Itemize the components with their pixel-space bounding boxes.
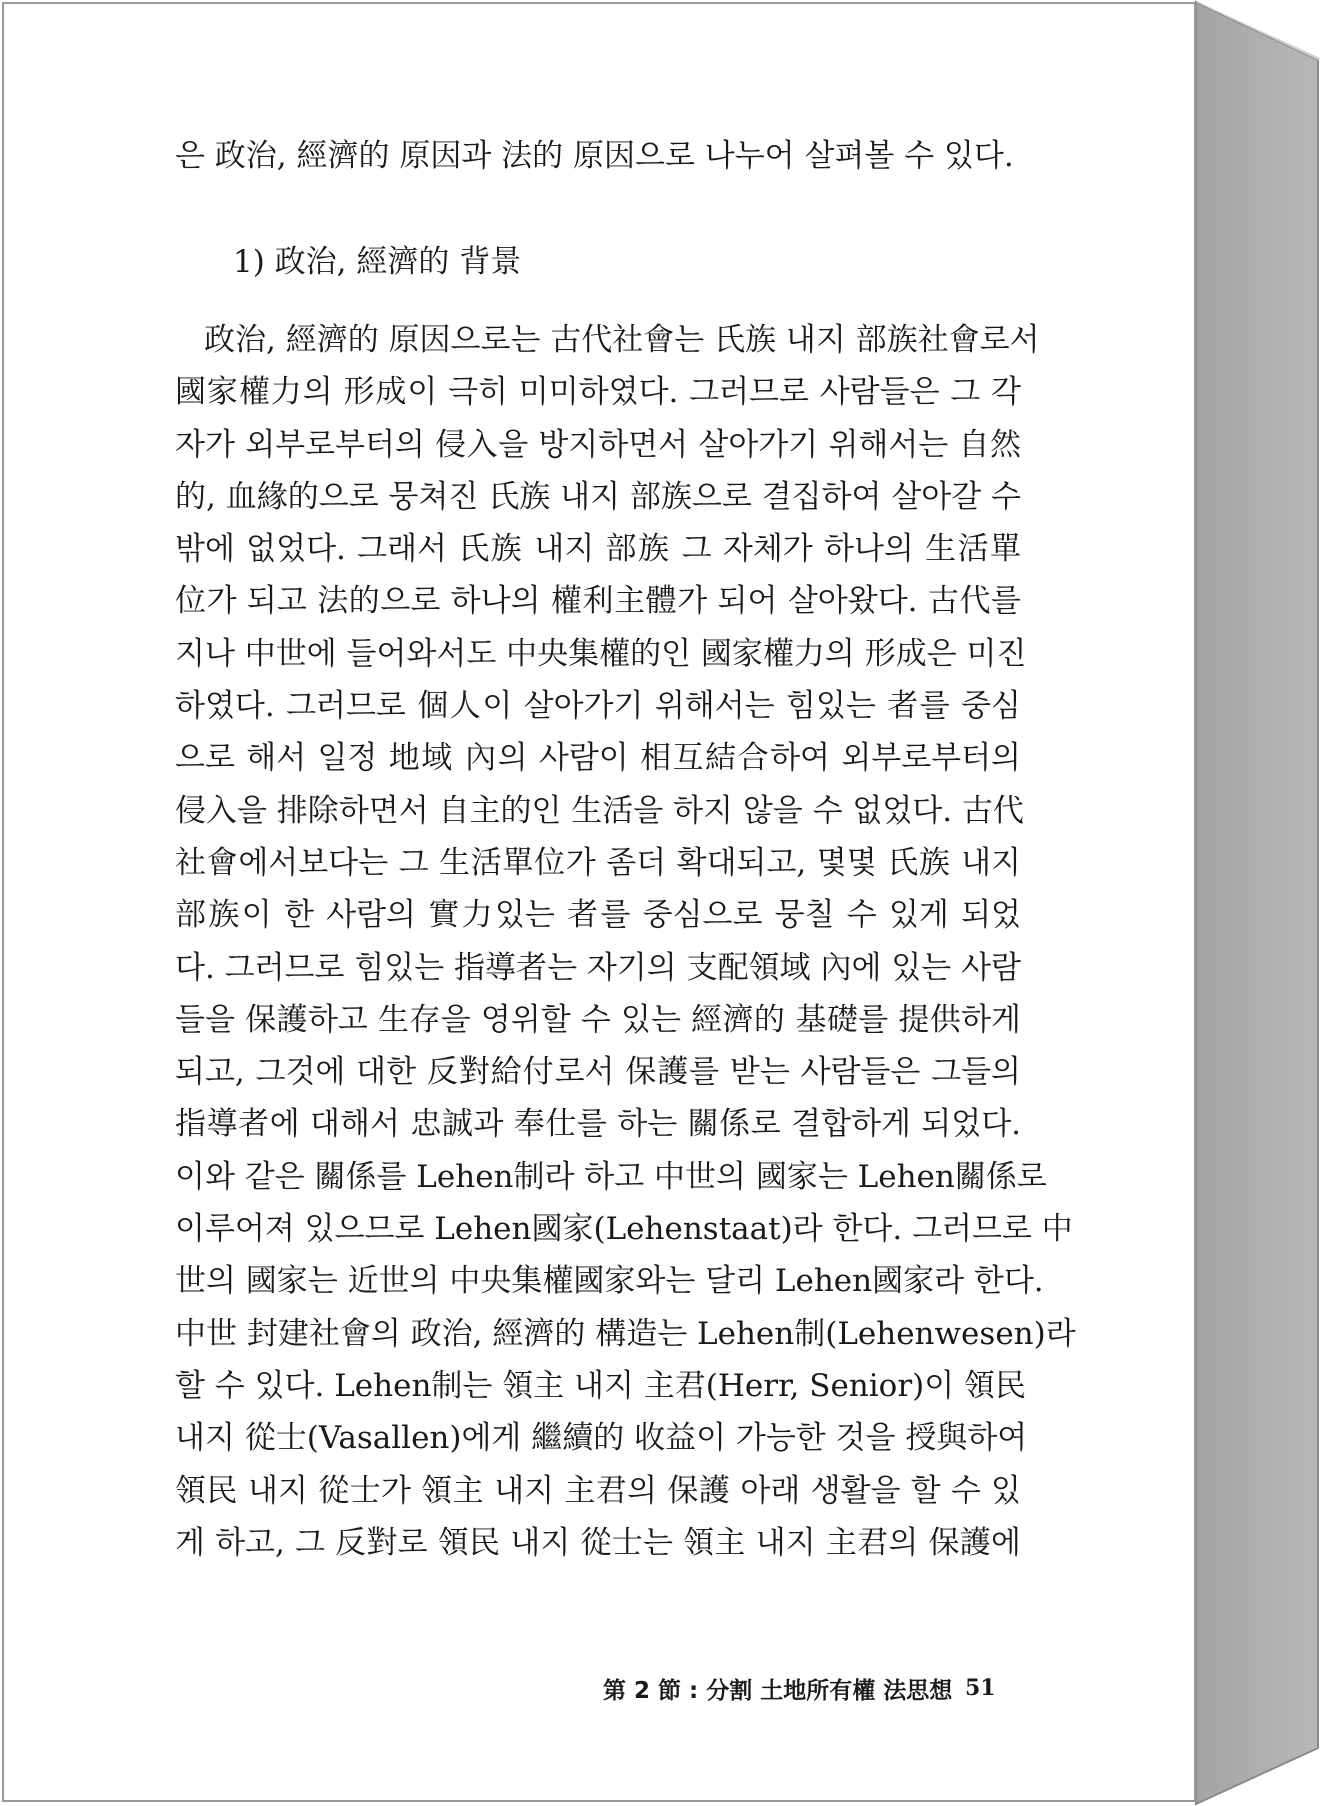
paragraph-line: 侵入을 排除하면서 自主的인 生活을 하지 않을 수 없었다. 古代 xyxy=(175,792,1024,829)
paragraph-line: 들을 保護하고 生存을 영위할 수 있는 經濟的 基礎를 提供하게 xyxy=(175,1001,1021,1038)
page-number: 51 xyxy=(965,1675,996,1701)
section-heading: 1) 政治, 經濟的 背景 xyxy=(233,244,522,280)
paragraph-line: 指導者에 대해서 忠誠과 奉仕를 하는 關係로 결합하게 되었다. xyxy=(175,1106,1021,1143)
paragraph-line: 이와 같은 關係를 Lehen制라 하고 中世의 國家는 Lehen關係로 xyxy=(175,1158,1047,1195)
paragraph-line: 다. 그러므로 힘있는 指導者는 자기의 支配領域 內에 있는 사람 xyxy=(175,949,1021,986)
paragraph-line: 밖에 없었다. 그래서 氏族 내지 部族 그 자체가 하나의 生活單 xyxy=(175,531,1021,568)
paragraph-line: 할 수 있다. Lehen制는 領主 내지 主君(Herr, Senior)이 領民 xyxy=(175,1367,1027,1404)
paragraph-line: 이루어져 있으므로 Lehen國家(Lehenstaat)라 한다. 그러므로 中 xyxy=(175,1211,1073,1248)
paragraph-line: 되고, 그것에 대한 反對給付로서 保護를 받는 사람들은 그들의 xyxy=(175,1054,1021,1091)
opening-line: 은 政治, 經濟的 原因과 法的 原因으로 나누어 살펴볼 수 있다. xyxy=(175,138,1014,174)
paragraph-line: 世의 國家는 近世의 中央集權國家와는 달리 Lehen國家라 한다. xyxy=(175,1263,1044,1300)
paragraph-line: 部族이 한 사람의 實力있는 者를 중심으로 뭉칠 수 있게 되었 xyxy=(175,897,1021,934)
paragraph-line: 게 하고, 그 反對로 領民 내지 從士는 領主 내지 主君의 保護에 xyxy=(175,1524,1021,1561)
paragraph-line: 的, 血緣的으로 뭉쳐진 氏族 내지 部族으로 결집하여 살아갈 수 xyxy=(175,478,1021,515)
paragraph-line: 中世 封建社會의 政治, 經濟的 構造는 Lehen制(Lehenwesen)라 xyxy=(175,1315,1076,1352)
body-paragraph xyxy=(175,314,1076,1569)
paragraph-line: 내지 從士(Vasallen)에게 繼續的 收益이 가능한 것을 授與하여 xyxy=(175,1420,1028,1457)
paragraph-line: 자가 외부로부터의 侵入을 방지하면서 살아가기 위해서는 自然 xyxy=(175,426,1021,463)
paragraph-line: 位가 되고 法的으로 하나의 權利主體가 되어 살아왔다. 古代를 xyxy=(175,583,1021,620)
paragraph-line: 社會에서보다는 그 生活單位가 좀더 확대되고, 몇몇 氏族 내지 xyxy=(175,844,1021,881)
running-footer-title: 第 2 節 : 分割 土地所有權 法思想 xyxy=(603,1678,953,1704)
paragraph-line: 政治, 經濟的 原因으로는 古代社會는 氏族 내지 部族社會로서 xyxy=(204,322,1040,358)
paragraph-line: 國家權力의 形成이 극히 미미하였다. 그러므로 사람들은 그 각 xyxy=(175,374,1021,411)
paragraph-line: 하였다. 그러므로 個人이 살아가기 위해서는 힘있는 者를 중심 xyxy=(175,688,1021,725)
paragraph-line: 지나 中世에 들어와서도 中央集權的인 國家權力의 形成은 미진 xyxy=(175,635,1027,672)
opening-line-block xyxy=(175,130,1021,182)
paragraph-line: 으로 해서 일정 地域 內의 사람이 相互結合하여 외부로부터의 xyxy=(175,740,1021,777)
paragraph-line: 領民 내지 從士가 領主 내지 主君의 保護 아래 생활을 할 수 있 xyxy=(175,1472,1021,1509)
